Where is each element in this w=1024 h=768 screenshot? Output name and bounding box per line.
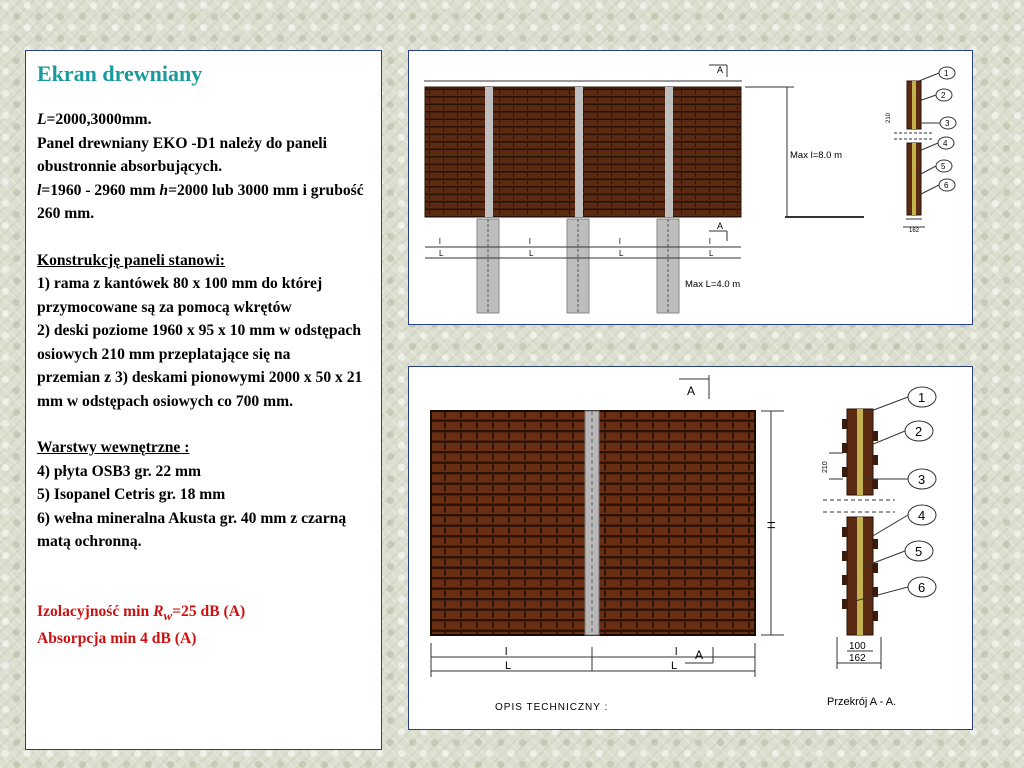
dim-162: 162 xyxy=(849,653,866,664)
dim-l-3: l xyxy=(619,237,621,246)
dim-l-1: l xyxy=(439,237,441,246)
layers-item-6: 6) wełna mineralna Akusta gr. 40 mm z czarną matą ochronną. xyxy=(37,509,347,550)
max-length-label: Max L=4.0 m xyxy=(685,279,741,290)
description-panel xyxy=(25,50,382,750)
dim-L-4: L xyxy=(709,249,714,258)
section-mark-bottom-2: A xyxy=(695,648,704,662)
section-mark-bottom: A xyxy=(717,221,724,231)
h-value: =2000 lub 3000 mm i grubość 260 mm. xyxy=(37,181,364,222)
length-line xyxy=(37,108,371,132)
panel-detail-svg xyxy=(409,367,972,729)
panel-detail-drawing xyxy=(408,366,973,730)
callout-large-5: 5 xyxy=(915,544,923,559)
dim-210: 210 xyxy=(822,461,829,473)
caption-technical: OPIS TECHNICZNY : xyxy=(495,702,609,713)
l-symbol: l xyxy=(37,181,42,199)
dimensions-line xyxy=(37,179,371,226)
dim-L-3: L xyxy=(619,249,624,258)
dim-100: 100 xyxy=(849,641,866,652)
dim-L-1: L xyxy=(439,249,444,258)
elevation-drawing xyxy=(408,50,973,325)
construction-item-1: 1) rama z kantówek 80 x 100 mm do której przymocowane są za pomocą wkrętów xyxy=(37,275,323,316)
dim-l-left: l xyxy=(505,646,508,658)
small-dim-210: 210 xyxy=(886,112,892,123)
insulation-symbol: R xyxy=(153,602,164,620)
callout-5: 5 xyxy=(941,162,946,171)
caption-section: Przekrój A - A. xyxy=(827,696,897,708)
dim-l-4: l xyxy=(709,237,711,246)
callouts-small xyxy=(917,67,956,196)
insulation-line xyxy=(37,600,371,628)
layers-heading: Warstwy wewnętrzne : xyxy=(37,439,190,456)
callout-4: 4 xyxy=(943,139,948,148)
callout-large-4: 4 xyxy=(918,508,926,523)
section-mark-top: A xyxy=(717,65,724,75)
construction-item-3: przemian z 3) deskami pionowymi 2000 x 50 x 21 mm w odstępach osiowych co 700 mm. xyxy=(37,369,363,410)
construction-heading: Konstrukcję paneli stanowi: xyxy=(37,251,226,269)
callout-large-3: 3 xyxy=(918,472,926,487)
callout-1: 1 xyxy=(944,69,949,78)
construction-item-2: 2) deski poziome 1960 x 95 x 10 mm w odstępach osiowych 210 mm przeplatające się na xyxy=(37,322,361,363)
callout-6: 6 xyxy=(944,181,949,190)
layers-item-4: 4) płyta OSB3 gr. 22 mm xyxy=(37,462,202,480)
page-title: Ekran drewniany xyxy=(37,61,203,86)
dim-L-2: L xyxy=(529,249,534,258)
length-symbol: L xyxy=(37,111,47,128)
callout-large-2: 2 xyxy=(915,424,923,439)
height-label: H xyxy=(766,521,778,529)
l-value: =1960 - 2960 mm xyxy=(41,181,160,199)
insulation-value: =25 dB (A) xyxy=(172,602,246,620)
insulation-prefix: Izolacyjność min xyxy=(37,602,154,620)
small-dim-162: 162 xyxy=(909,228,920,234)
callout-3: 3 xyxy=(945,119,950,128)
dim-l-2: l xyxy=(529,237,531,246)
max-height-label: Max l=8.0 m xyxy=(790,150,843,161)
absorption-line: Absorpcja min 4 dB (A) xyxy=(37,630,197,648)
dim-L-left: L xyxy=(505,660,512,672)
layers-item-5: 5) Isopanel Cetris gr. 18 mm xyxy=(37,486,226,503)
callout-2: 2 xyxy=(941,91,946,100)
description-text: Panel drewniany EKO -D1 należy do paneli obustronnie absorbujących. xyxy=(37,134,327,175)
elevation-svg xyxy=(409,51,972,324)
dim-l-right: l xyxy=(675,646,678,658)
section-mark-top-2: A xyxy=(687,384,696,398)
insulation-subscript: w xyxy=(163,607,173,623)
length-value: =2000,3000mm. xyxy=(46,111,152,128)
callout-large-6: 6 xyxy=(918,580,926,595)
callout-large-1: 1 xyxy=(918,390,926,405)
dim-L-right: L xyxy=(671,660,678,672)
h-symbol: h xyxy=(159,181,169,199)
